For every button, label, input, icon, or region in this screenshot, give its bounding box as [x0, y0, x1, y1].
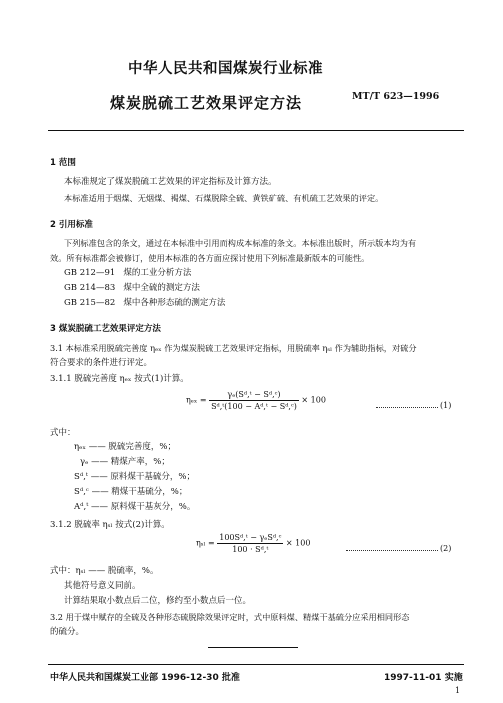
equation-2-numerator: 100Sᵈ,ᵗ − γₑSᵈ,ᶜ	[219, 533, 282, 542]
equation-1-number: (1)	[440, 401, 452, 410]
scope-paragraph-1: 本标准规定了煤炭脱硫工艺效果的评定指标及计算方法。	[64, 177, 277, 187]
equation-1-leader	[376, 407, 438, 408]
reference-name: 煤中各种形态硫的测定方法	[123, 298, 226, 308]
reference-name: 煤的工业分析方法	[123, 268, 192, 278]
standard-code: MT/T 623—1996	[352, 91, 440, 102]
clause-3-1-line-2: 符合要求的条件进行评定。	[50, 358, 153, 368]
equation-1-denominator: Sᵈ,ᵗ(100 − Aᵈ,ᵗ − Sᵈ,ᶜ)	[211, 402, 297, 411]
reference-name: 煤中全硫的测定方法	[123, 283, 200, 293]
end-of-text-rule	[208, 647, 298, 648]
reference-item-3	[64, 298, 225, 309]
equation-2-multiplier: × 100	[285, 538, 311, 548]
symbol-definition: Sᵈ,ᵗ —— 原料煤干基硫分，%；	[74, 472, 196, 482]
references-paragraph-line-2: 效。所有标准都会被修订，使用本标准的各方面应探讨使用下列标准最新版本的可能性。	[50, 253, 370, 263]
effective-date: 1997-11-01 实施	[384, 673, 463, 683]
equation-2	[196, 533, 310, 554]
equation-1-fraction	[209, 390, 299, 411]
reference-code: GB 214—83	[64, 283, 116, 293]
header-rule	[48, 130, 464, 131]
clause-3-2-line-2: 的硫分。	[50, 627, 85, 637]
page-number: 1	[455, 686, 461, 695]
reference-code: GB 212—91	[64, 268, 116, 278]
references-paragraph-line-1: 下列标准包含的条文，通过在本标准中引用而构成本标准的条文。本标准出版时，所示版本均为有	[64, 238, 417, 248]
clause-3-1-2: 3.1.2 脱硫率 ηₛₗ 按式(2)计算。	[50, 520, 170, 530]
issuing-body-title: 中华人民共和国煤炭行业标准	[128, 61, 323, 77]
where-label-2: 式中：ηₛₗ —— 脱硫率，%。	[50, 566, 159, 576]
equation-2-leader	[346, 550, 438, 551]
where-label-1: 式中：	[50, 428, 76, 438]
symbol-definition: Sᵈ,ᶜ —— 精煤干基硫分，%；	[74, 487, 188, 497]
section-3-heading: 3 煤炭脱硫工艺效果评定方法	[50, 324, 161, 334]
symbol-definition: Aᵈ,ᵗ —— 原料煤干基灰分，%。	[74, 502, 196, 512]
equation-2-denominator: 100 · Sᵈ,ᵗ	[232, 545, 269, 554]
equation-1	[186, 390, 326, 411]
clause-3-1-line-1: 3.1 本标准采用脱硫完善度 ηₑₓ 作为煤炭脱硫工艺效果评定指标，用脱硫率 ηₛₗ 作为辅助指标，对硫分	[50, 343, 417, 353]
reference-item-2	[64, 283, 200, 294]
approval-line: 中华人民共和国煤炭工业部 1996-12-30 批准	[50, 673, 240, 683]
equation-1-multiplier: × 100	[301, 395, 326, 405]
footer-rule	[48, 664, 464, 665]
scope-paragraph-2: 本标准适用于烟煤、无烟煤、褐煤、石煤脱除全硫、黄铁矿硫、有机硫工艺效果的评定。	[64, 193, 384, 203]
equation-2-number: (2)	[440, 544, 452, 553]
rounding-note: 计算结果取小数点后二位，修约至小数点后一位。	[64, 596, 252, 606]
section-2-heading: 2 引用标准	[50, 220, 93, 230]
clause-3-2-line-1: 3.2 用于煤中赋存的全硫及各种形态硫脱除效果评定时，式中原料煤、精煤干基硫分应采用相同形态	[50, 612, 410, 622]
reference-item-1	[64, 268, 191, 279]
symbol-definition: ηₑₓ —— 脱硫完善度，%；	[74, 442, 176, 452]
other-symbols-note: 其他符号意义同前。	[64, 581, 141, 591]
equation-2-lhs: ηₛₗ =	[196, 538, 215, 548]
standard-title: 煤炭脱硫工艺效果评定方法	[110, 94, 303, 112]
equation-2-fraction	[217, 533, 283, 554]
symbol-definition: γₑ —— 精煤产率，%；	[80, 457, 170, 467]
section-1-heading: 1 范围	[50, 158, 76, 168]
clause-3-1-1: 3.1.1 脱硫完善度 ηₑₓ 按式(1)计算。	[50, 374, 189, 384]
equation-1-numerator: γₑ(Sᵈ,ᵗ − Sᵈ,ᶜ)	[209, 390, 299, 401]
equation-1-lhs: ηₑₓ =	[186, 395, 207, 405]
reference-code: GB 215—82	[64, 298, 116, 308]
